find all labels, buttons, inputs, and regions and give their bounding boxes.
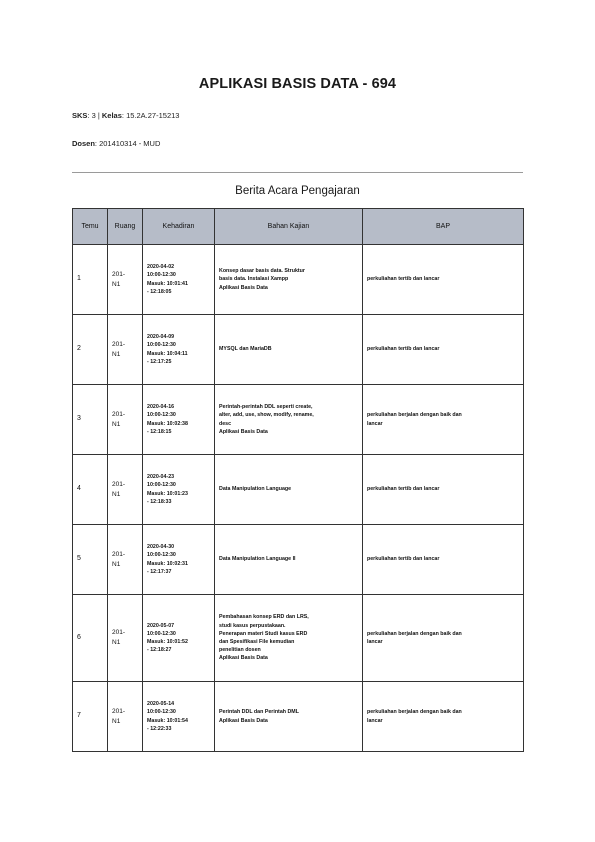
dosen-label: Dosen [72, 139, 95, 148]
table-row [73, 455, 524, 525]
ruang-text: 201- N1 [112, 629, 126, 646]
cell-temu: 6 [73, 595, 108, 682]
bap-text: perkuliahan tertib dan lancar [367, 486, 440, 493]
cell-kehadiran [143, 245, 215, 315]
header-ruang: Ruang [108, 209, 143, 245]
bap-text: perkuliahan tertib dan lancar [367, 276, 440, 283]
kehadiran-text: 2020-04-30 10:00-12:30 Masuk: 10:02:31 - 12:17:37 [147, 544, 188, 575]
cell-ruang [108, 385, 143, 455]
bap-text: perkuliahan berjalan dengan baik dan lancar [367, 630, 462, 645]
ruang-text: 201- N1 [112, 480, 126, 498]
table-row [73, 682, 524, 752]
cell-temu: 7 [73, 682, 108, 752]
ruang-text: 201- N1 [112, 270, 126, 288]
kehadiran-text: 2020-04-09 10:00-12:30 Masuk: 10:04:11 - 12:17:25 [147, 334, 188, 365]
cell-ruang [108, 245, 143, 315]
cell-kehadiran [143, 385, 215, 455]
kehadiran-text: 2020-04-02 10:00-12:30 Masuk: 10:01:41 - 12:18:05 [147, 264, 188, 295]
kehadiran-text: 2020-04-16 10:00-12:30 Masuk: 10:02:38 - 12:18:15 [147, 404, 188, 435]
cell-ruang [108, 682, 143, 752]
dosen-line [72, 139, 160, 148]
cell-bap [363, 525, 524, 595]
cell-bap [363, 595, 524, 682]
table-row [73, 315, 524, 385]
table-row [73, 595, 524, 682]
cell-temu: 2 [73, 315, 108, 385]
kelas-label: Kelas [101, 111, 122, 120]
cell-bap [363, 315, 524, 385]
table-row [73, 525, 524, 595]
bap-text: perkuliahan berjalan dengan baik dan lancar [367, 709, 462, 724]
cell-bahan-kajian [215, 525, 363, 595]
cell-bahan-kajian [215, 682, 363, 752]
sks-label: SKS [72, 111, 88, 120]
cell-temu: 4 [73, 455, 108, 525]
bahan-text: Data Manipulation Language [219, 486, 292, 493]
cell-kehadiran [143, 682, 215, 752]
ruang-text: 201- N1 [112, 410, 126, 428]
kehadiran-text: 2020-05-14 10:00-12:30 Masuk: 10:01:54 - 12:22:33 [147, 701, 188, 732]
bap-table [72, 208, 524, 752]
cell-ruang [108, 455, 143, 525]
cell-kehadiran [143, 315, 215, 385]
bahan-text: MYSQL dan MariaDB [219, 346, 272, 353]
header-kehadiran: Kehadiran [143, 209, 215, 245]
cell-bahan-kajian [215, 245, 363, 315]
header-temu: Temu [73, 209, 108, 245]
kelas-value: : 15.2A.27-15213 [121, 111, 180, 120]
divider [72, 172, 523, 173]
kehadiran-text: 2020-05-07 10:00-12:30 Masuk: 10:01:52 - 12:18:27 [147, 622, 188, 654]
bahan-text: Konsep dasar basis data. Struktur basis data. Instalasi Xampp Aplikasi Basis Data [219, 268, 305, 291]
cell-ruang [108, 315, 143, 385]
ruang-text: 201- N1 [112, 550, 126, 568]
cell-bap [363, 385, 524, 455]
header-bap: BAP [363, 209, 524, 245]
sks-kelas-line [72, 111, 179, 120]
cell-ruang [108, 595, 143, 682]
table-header-row [73, 209, 524, 245]
bahan-text: Data Manipulation Language II [219, 556, 296, 563]
ruang-text: 201- N1 [112, 707, 126, 725]
cell-bahan-kajian [215, 385, 363, 455]
cell-bahan-kajian [215, 315, 363, 385]
page-title: APLIKASI BASIS DATA - 694 [198, 76, 397, 92]
header-bahan-kajian: Bahan Kajian [215, 209, 363, 245]
cell-ruang [108, 525, 143, 595]
ruang-text: 201- N1 [112, 340, 126, 358]
bahan-text: Perintah DDL dan Perintah DML Aplikasi Basis Data [219, 709, 299, 724]
cell-kehadiran [143, 595, 215, 682]
cell-temu: 3 [73, 385, 108, 455]
bahan-text: Perintah-perintah DDL seperti create, alter, add, use, show, modify, rename, desc Aplikasi Basis Data [219, 404, 314, 435]
table-row [73, 385, 524, 455]
bahan-text: Pembahasan konsep ERD dan LRS, studi kasus perpustakaan. Penerapan materi Studi kasus ERD dan Spesifikasi File kemudian penelitian dosen Aplikasi Basis Data [219, 614, 309, 662]
bap-text: perkuliahan tertib dan lancar [367, 346, 440, 353]
cell-bahan-kajian [215, 455, 363, 525]
kehadiran-text: 2020-04-23 10:00-12:30 Masuk: 10:01:23 - 12:18:33 [147, 474, 188, 505]
cell-temu: 5 [73, 525, 108, 595]
bap-text: perkuliahan tertib dan lancar [367, 556, 440, 563]
cell-temu: 1 [73, 245, 108, 315]
cell-bap [363, 455, 524, 525]
cell-bap [363, 682, 524, 752]
sks-value: : 3 | [87, 111, 102, 120]
bap-text: perkuliahan berjalan dengan baik dan lancar [367, 412, 462, 427]
cell-kehadiran [143, 525, 215, 595]
cell-bahan-kajian [215, 595, 363, 682]
table-row [73, 245, 524, 315]
cell-bap [363, 245, 524, 315]
dosen-value: : 201410314 - MUD [94, 139, 161, 148]
section-title: Berita Acara Pengajaran [235, 185, 360, 197]
cell-kehadiran [143, 455, 215, 525]
